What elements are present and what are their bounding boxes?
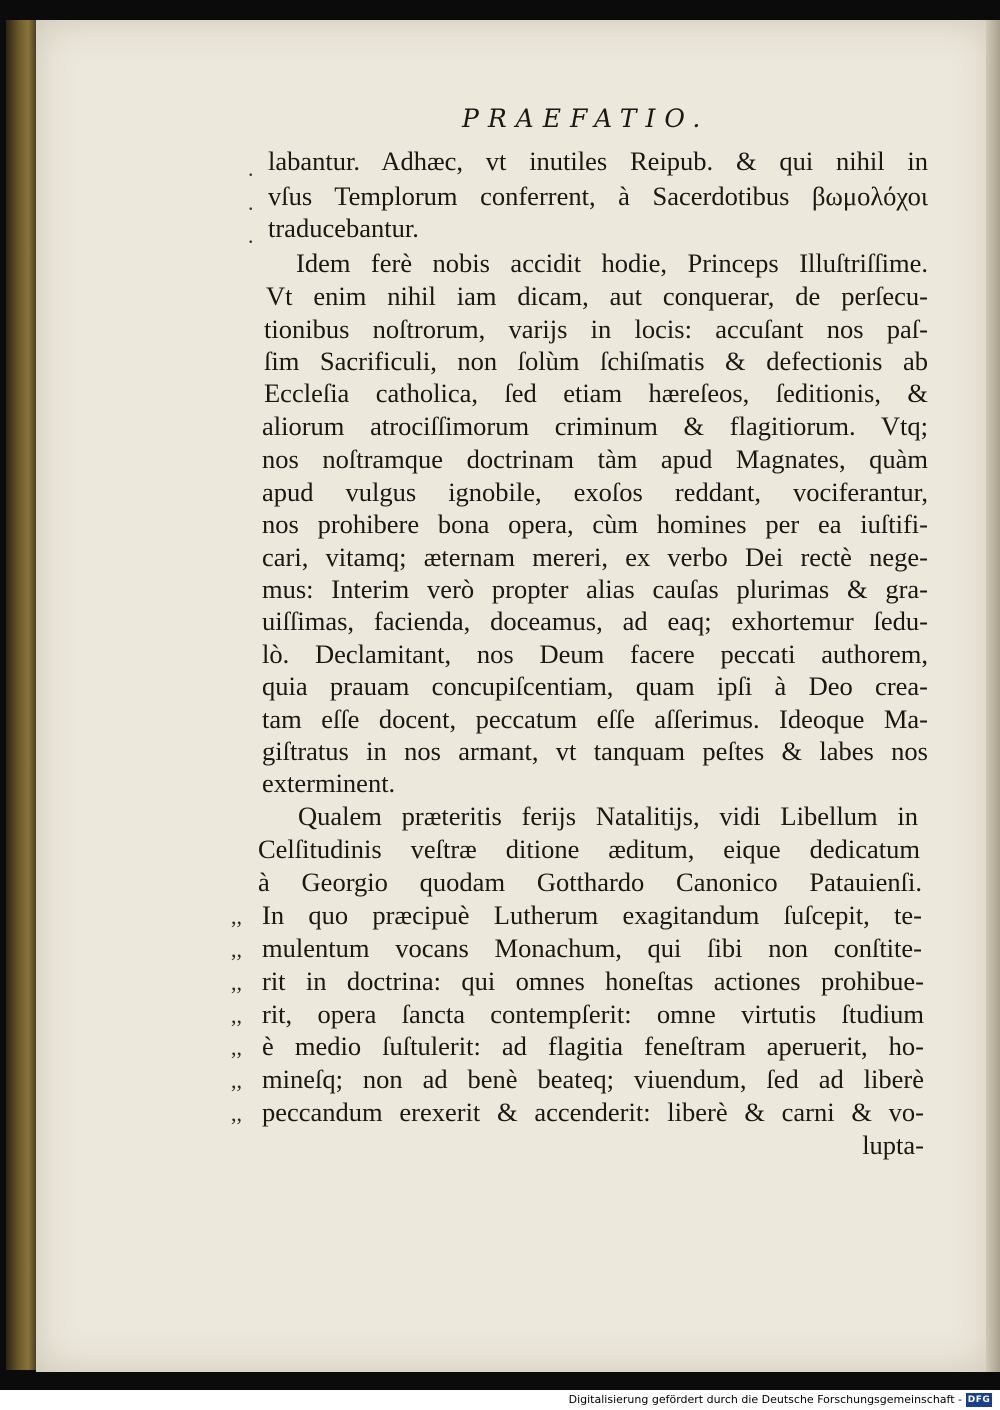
quotation-mark: ,, [231, 904, 242, 929]
text-line: exterminent. [262, 768, 396, 798]
text-line: Qualem præteritis ferijs Natalitijs, vidi Libellum in [298, 801, 918, 831]
quotation-mark: ,, [231, 1101, 242, 1126]
margin-dot: . [248, 156, 254, 181]
text-line: Idem ferè nobis accidit hodie, Princeps Illuſtriſſime. [296, 248, 928, 278]
text-line: aliorum atrociſſimorum criminum & flagitiorum. Vtq; [262, 411, 928, 441]
text-line: Eccleſia catholica, ſed etiam hæreſeos, ſeditionis, & [264, 378, 928, 408]
text-line: rit in doctrina: qui omnes honeſtas actiones prohibue- [262, 966, 924, 996]
text-line: è medio ſuſtulerit: ad flagitia feneſtram aperuerit, ho- [262, 1031, 924, 1061]
text-line: labantur. Adhæc, vt inutiles Reipub. & qui nihil in [268, 146, 928, 176]
text-line: quia prauam concupiſcentiam, quam ipſi à Deo crea- [262, 671, 928, 701]
text-line: ſim Sacrificuli, non ſolùm ſchiſmatis & defectionis ab [264, 346, 928, 376]
text-line: traducebantur. [268, 213, 419, 243]
quotation-mark: ,, [231, 1068, 242, 1093]
footer-credit: Digitalisierung gefördert durch die Deutsche Forschungsgemeinschaft - [568, 1393, 962, 1406]
text-line: vſus Templorum conferrent, à Sacerdotibus βωμολόχοι [268, 181, 928, 211]
text-line: apud vulgus ignobile, exoſos reddant, vociferantur, [262, 477, 928, 507]
text-line: mulentum vocans Monachum, qui ſibi non conſtite- [262, 933, 922, 963]
footer-bar [0, 1390, 1000, 1410]
text-line: Celſitudinis veſtræ ditione æditum, eique dedicatum [258, 834, 920, 864]
quotation-mark: ,, [231, 1035, 242, 1060]
dfg-logo: DFG [967, 1395, 991, 1405]
running-head: PRAEFATIO. [462, 104, 710, 133]
quotation-mark: ,, [231, 1003, 242, 1028]
text-line: rit, opera ſancta contempſerit: omne virtutis ſtudium [262, 999, 924, 1029]
text-line: lò. Declamitant, nos Deum facere peccati authorem, [262, 639, 928, 669]
catchword: lupta- [862, 1130, 924, 1160]
text-line: mus: Interim verò propter alias cauſas plurimas & gra- [262, 574, 928, 604]
text-line: nos noſtramque doctrinam tàm apud Magnates, quàm [262, 444, 928, 474]
text-line: giſtratus in nos armant, vt tanquam peſtes & labes nos [262, 736, 928, 766]
text-line: In quo præcipuè Lutherum exagitandum ſuſcepit, te- [262, 900, 922, 930]
text-line: peccandum erexerit & accenderit: liberè & carni & vo- [262, 1097, 924, 1127]
margin-dot: . [248, 190, 254, 215]
text-line: cari, vitamq; æternam mereri, ex verbo Dei rectè nege- [262, 542, 928, 572]
margin-dot: . [248, 223, 254, 248]
text-line: tam eſſe docent, peccatum eſſe aſſerimus. Ideoque Ma- [262, 704, 928, 734]
text-line: uiſſimas, facienda, doceamus, ad eaq; exhortemur ſedu- [262, 606, 928, 636]
text-line: à Georgio quodam Gotthardo Canonico Patauienſi. [258, 867, 922, 897]
text-line: tionibus noſtrorum, varijs in locis: accuſant nos paſ- [264, 314, 928, 344]
quotation-mark: ,, [231, 937, 242, 962]
quotation-mark: ,, [231, 970, 242, 995]
text-line: mineſq; non ad benè beateq; viuendum, ſed ad liberè [262, 1064, 924, 1094]
text-line: Vt enim nihil iam dicam, aut conquerar, de perſecu- [266, 281, 928, 311]
text-line: nos prohibere bona opera, cùm homines per ea iuſtifi- [262, 509, 928, 539]
